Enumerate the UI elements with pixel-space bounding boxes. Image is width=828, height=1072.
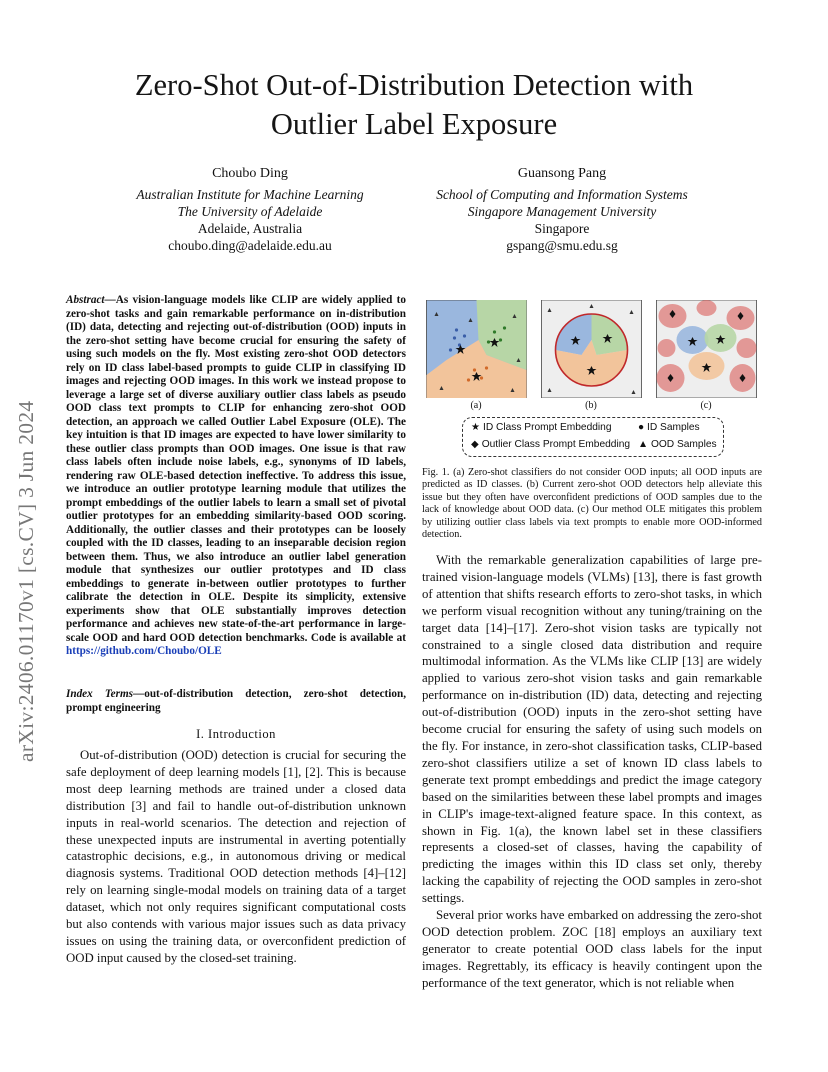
figure-legend	[462, 417, 724, 457]
index-terms	[66, 688, 406, 715]
legend-id-samples: ● ID Samples	[638, 422, 700, 433]
author-affiliation: The University of Adelaide	[177, 204, 323, 219]
panel-a	[426, 300, 527, 398]
author-affiliation: Australian Institute for Machine Learning	[136, 187, 364, 202]
author-name: Choubo Ding	[212, 166, 288, 181]
code-link[interactable]: https://github.com/Choubo/OLE	[66, 645, 222, 657]
body-paragraph: With the remarkable generalization capabilities of large pre-trained vision-language models (VLMs) [13], there is fast growth of attention that shifts research efforts to zero-shot tasks, in which we perform visual recognition without any tuning/training on the target data [14]–[17]. Zero-shot vision tasks are typically not constrained to a single closed data distribution and require multimodal information. As the VLMs like CLIP [13] are widely applied to various zero-shot vision tasks and gain remarkable performance on in-distribution (ID) data, detecting and rejecting out-of-distribution (OOD) inputs in the zero-shot setting have become crucial for ensuring the safety of using such models on the fly. For instance, in zero-shot classification tasks, CLIP-based zero-shot classifiers utilize a set of known ID class labels to generate text prompt embeddings and predict the image category based on the similarities between these label prompts and images in CLIP's image-text-aligned feature space. In this context, as shown in Fig. 1(a), the known label set in these classifiers represents a closed-set of classes, having the capability of predicting the images within this ID class set only, thereby lacking the capability of rejecting the OOD samples in zero-shot settings.	[422, 553, 762, 906]
author-block-2	[392, 165, 732, 254]
diamond-icon: ◆	[471, 439, 479, 450]
author-location: Singapore	[534, 221, 590, 236]
author-block-1	[80, 165, 420, 254]
panel-b-label: (b)	[585, 400, 597, 411]
right-column-text	[422, 552, 762, 992]
title-line-1: Zero-Shot Out-of-Distribution Detection with	[134, 68, 694, 102]
abstract-text: —As vision-language models like CLIP are widely applied to zero-shot tasks and gain remarkable performance on in-distribution (ID) data, detecting and rejecting out-of-distribution (OOD) inputs in the zero-shot setting have become crucial for ensuring the safety of using such models on the fly. Most existing zero-shot OOD detectors rely on ID class label-based prompts to guide CLIP in classifying ID images and rejecting OOD images. In this work we instead propose to leverage a large set of diverse auxiliary outlier class labels as pseudo OOD class text prompts to CLIP for enhancing zero-shot OOD detection, an approach we called Outlier Label Exposure (OLE). The key intuition is that ID images are expected to have lower similarity to these outlier class prompts than OOD images. One issue is that raw class labels often include noise labels, e.g., synonyms of ID labels, rendering raw OLE-based detection ineffective. To address this issue, we introduce an outlier prototype learning module that utilizes the prompt embeddings of the outlier labels to learn a small set of pivotal outlier prototypes for an embedding similarity-based OOD scoring. Additionally, the outlier classes and their prototypes can be loosely coupled with the ID classes, leading to an inseparable decision region between them. Thus, we also introduce an outlier label generation module that synthesizes our outlier prototypes and ID class embeddings to generate in-between outlier prototypes to further calibrate the detection in OLE. Despite its simplicity, extensive experiments show that OLE substantially improves detection performance and achieves new state-of-the-art performance in large-scale OOD and hard OOD detection benchmarks. Code is available at	[66, 294, 406, 644]
figure-caption: Fig. 1. (a) Zero-shot classifiers do not consider OOD inputs; all OOD inputs are predicted as ID classes. (b) Current zero-shot OOD detectors help alleviate this issue but they often have overconfident predictions of OOD samples due to the lack of knowledge about OOD data. (c) Our method OLE mitigates this problem by utilizing outlier class labels via text prompts to enable more OOD-informed detection.	[422, 467, 762, 541]
author-email: choubo.ding@adelaide.edu.au	[168, 238, 332, 253]
index-terms-lead: Index Terms	[66, 688, 134, 700]
panel-b	[541, 300, 642, 398]
star-icon: ★	[471, 422, 481, 433]
body-paragraph: Several prior works have embarked on addressing the zero-shot OOD detection problem. ZOC [18] employs an auxiliary text generator to create potential OOD class labels for the input images. Regrettably, its efficacy is heavily contingent upon the performance of the text generator, which is not reliable when	[422, 908, 762, 990]
paper-title	[90, 66, 738, 144]
author-email: gspang@smu.edu.sg	[506, 238, 618, 253]
author-location: Adelaide, Australia	[197, 221, 303, 236]
intro-text	[66, 747, 406, 967]
legend-id-prompt: ★ ID Class Prompt Embedding	[471, 422, 612, 433]
triangle-icon: ▲	[638, 439, 649, 450]
circle-icon: ●	[638, 422, 645, 433]
arxiv-watermark: arXiv:2406.01170v1 [cs.CV] 3 Jun 2024	[14, 400, 38, 762]
author-affiliation: School of Computing and Information Systems	[436, 187, 688, 202]
intro-paragraph: Out-of-distribution (OOD) detection is crucial for securing the safe deployment of deep learning models [1], [2]. This is because most deep learning methods are trained under a closed data distribution [3] and fail to handle out-of-distribution unknown inputs in real-world scenarios. The detection and rejection of these unexpected inputs are instrumental in averting potentially catastrophic decisions, e.g., in autonomous driving or medical diagnosis systems. Traditional OOD detection methods [4]–[12] rely on learning single-modal models on training data of a target dataset, which not only requires significant computational costs but also contends with various major issues such as data privacy issues on using the training data, or overconfident prediction of OOD input caused by the closed-set training.	[66, 748, 406, 965]
legend-outlier-prompt: ◆ Outlier Class Prompt Embedding	[471, 439, 631, 450]
title-line-2: Outlier Label Exposure	[270, 107, 558, 141]
abstract	[66, 294, 406, 659]
section-heading: I. Introduction	[196, 727, 276, 741]
legend-ood-samples: ▲ OOD Samples	[638, 439, 717, 450]
author-name: Guansong Pang	[517, 166, 607, 181]
author-affiliation: Singapore Management University	[467, 204, 657, 219]
panel-a-label: (a)	[470, 400, 482, 411]
figure-1	[422, 296, 762, 458]
abstract-lead: Abstract	[66, 294, 105, 306]
panel-c-label: (c)	[700, 400, 712, 411]
index-terms-text: —out-of-distribution detection, zero-shot detection, prompt engineering	[66, 688, 406, 714]
panel-c	[656, 300, 757, 398]
